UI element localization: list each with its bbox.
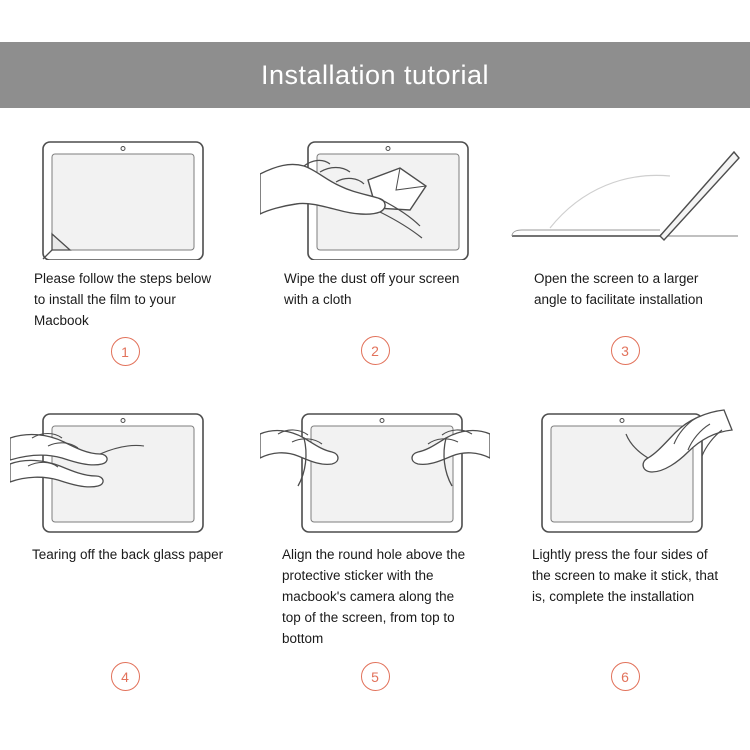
step-5-caption: Align the round hole above the protective sticker with the macbook's camera along the top of the screen, from top to bottom xyxy=(282,547,466,646)
step-3-badge-wrap xyxy=(510,330,740,365)
step-5-illustration xyxy=(260,404,490,536)
step-6-illustration xyxy=(510,404,740,536)
step-3-caption: Open the screen to a larger angle to facilitate installation xyxy=(534,271,703,307)
steps-grid xyxy=(0,128,750,696)
hand-pressing-screen-edges-icon xyxy=(510,404,740,536)
step-2-caption: Wipe the dust off your screen with a cloth xyxy=(284,271,460,307)
step-number-badge: 2 xyxy=(361,336,390,365)
page-title: Installation tutorial xyxy=(260,59,490,90)
step-6-badge-wrap xyxy=(510,656,740,691)
header-banner xyxy=(0,42,750,108)
step-5-badge-wrap xyxy=(260,656,490,691)
step-number-badge: 6 xyxy=(611,662,640,691)
step-3-illustration xyxy=(510,128,740,260)
step-4-badge-wrap xyxy=(10,656,240,691)
laptop-opened-side-view-icon xyxy=(510,128,740,260)
step-number-badge: 3 xyxy=(611,336,640,365)
step-number-badge: 5 xyxy=(361,662,390,691)
two-hands-aligning-film-on-screen-icon xyxy=(260,404,490,536)
step-number-badge: 1 xyxy=(111,337,140,366)
step-4-illustration xyxy=(10,404,240,536)
step-1-caption: Please follow the steps below to install the film to your Macbook xyxy=(34,271,212,328)
hands-peeling-back-paper-icon xyxy=(10,404,240,536)
step-card-1 xyxy=(0,128,250,396)
step-card-2 xyxy=(250,128,500,396)
step-6-caption: Lightly press the four sides of the screen to make it stick, that is, complete the installation xyxy=(532,547,719,604)
step-2-badge-wrap xyxy=(260,330,490,365)
hand-wiping-screen-with-cloth-icon xyxy=(260,128,490,260)
step-card-5 xyxy=(250,396,500,696)
step-4-caption: Tearing off the back glass paper xyxy=(32,547,224,562)
step-1-illustration xyxy=(10,128,240,260)
step-number-badge: 4 xyxy=(111,662,140,691)
step-card-6 xyxy=(500,396,750,696)
step-2-illustration xyxy=(260,128,490,260)
step-card-3 xyxy=(500,128,750,396)
laptop-screen-with-peeling-film-icon xyxy=(10,128,240,260)
step-1-badge-wrap xyxy=(10,331,240,366)
step-card-4 xyxy=(0,396,250,696)
